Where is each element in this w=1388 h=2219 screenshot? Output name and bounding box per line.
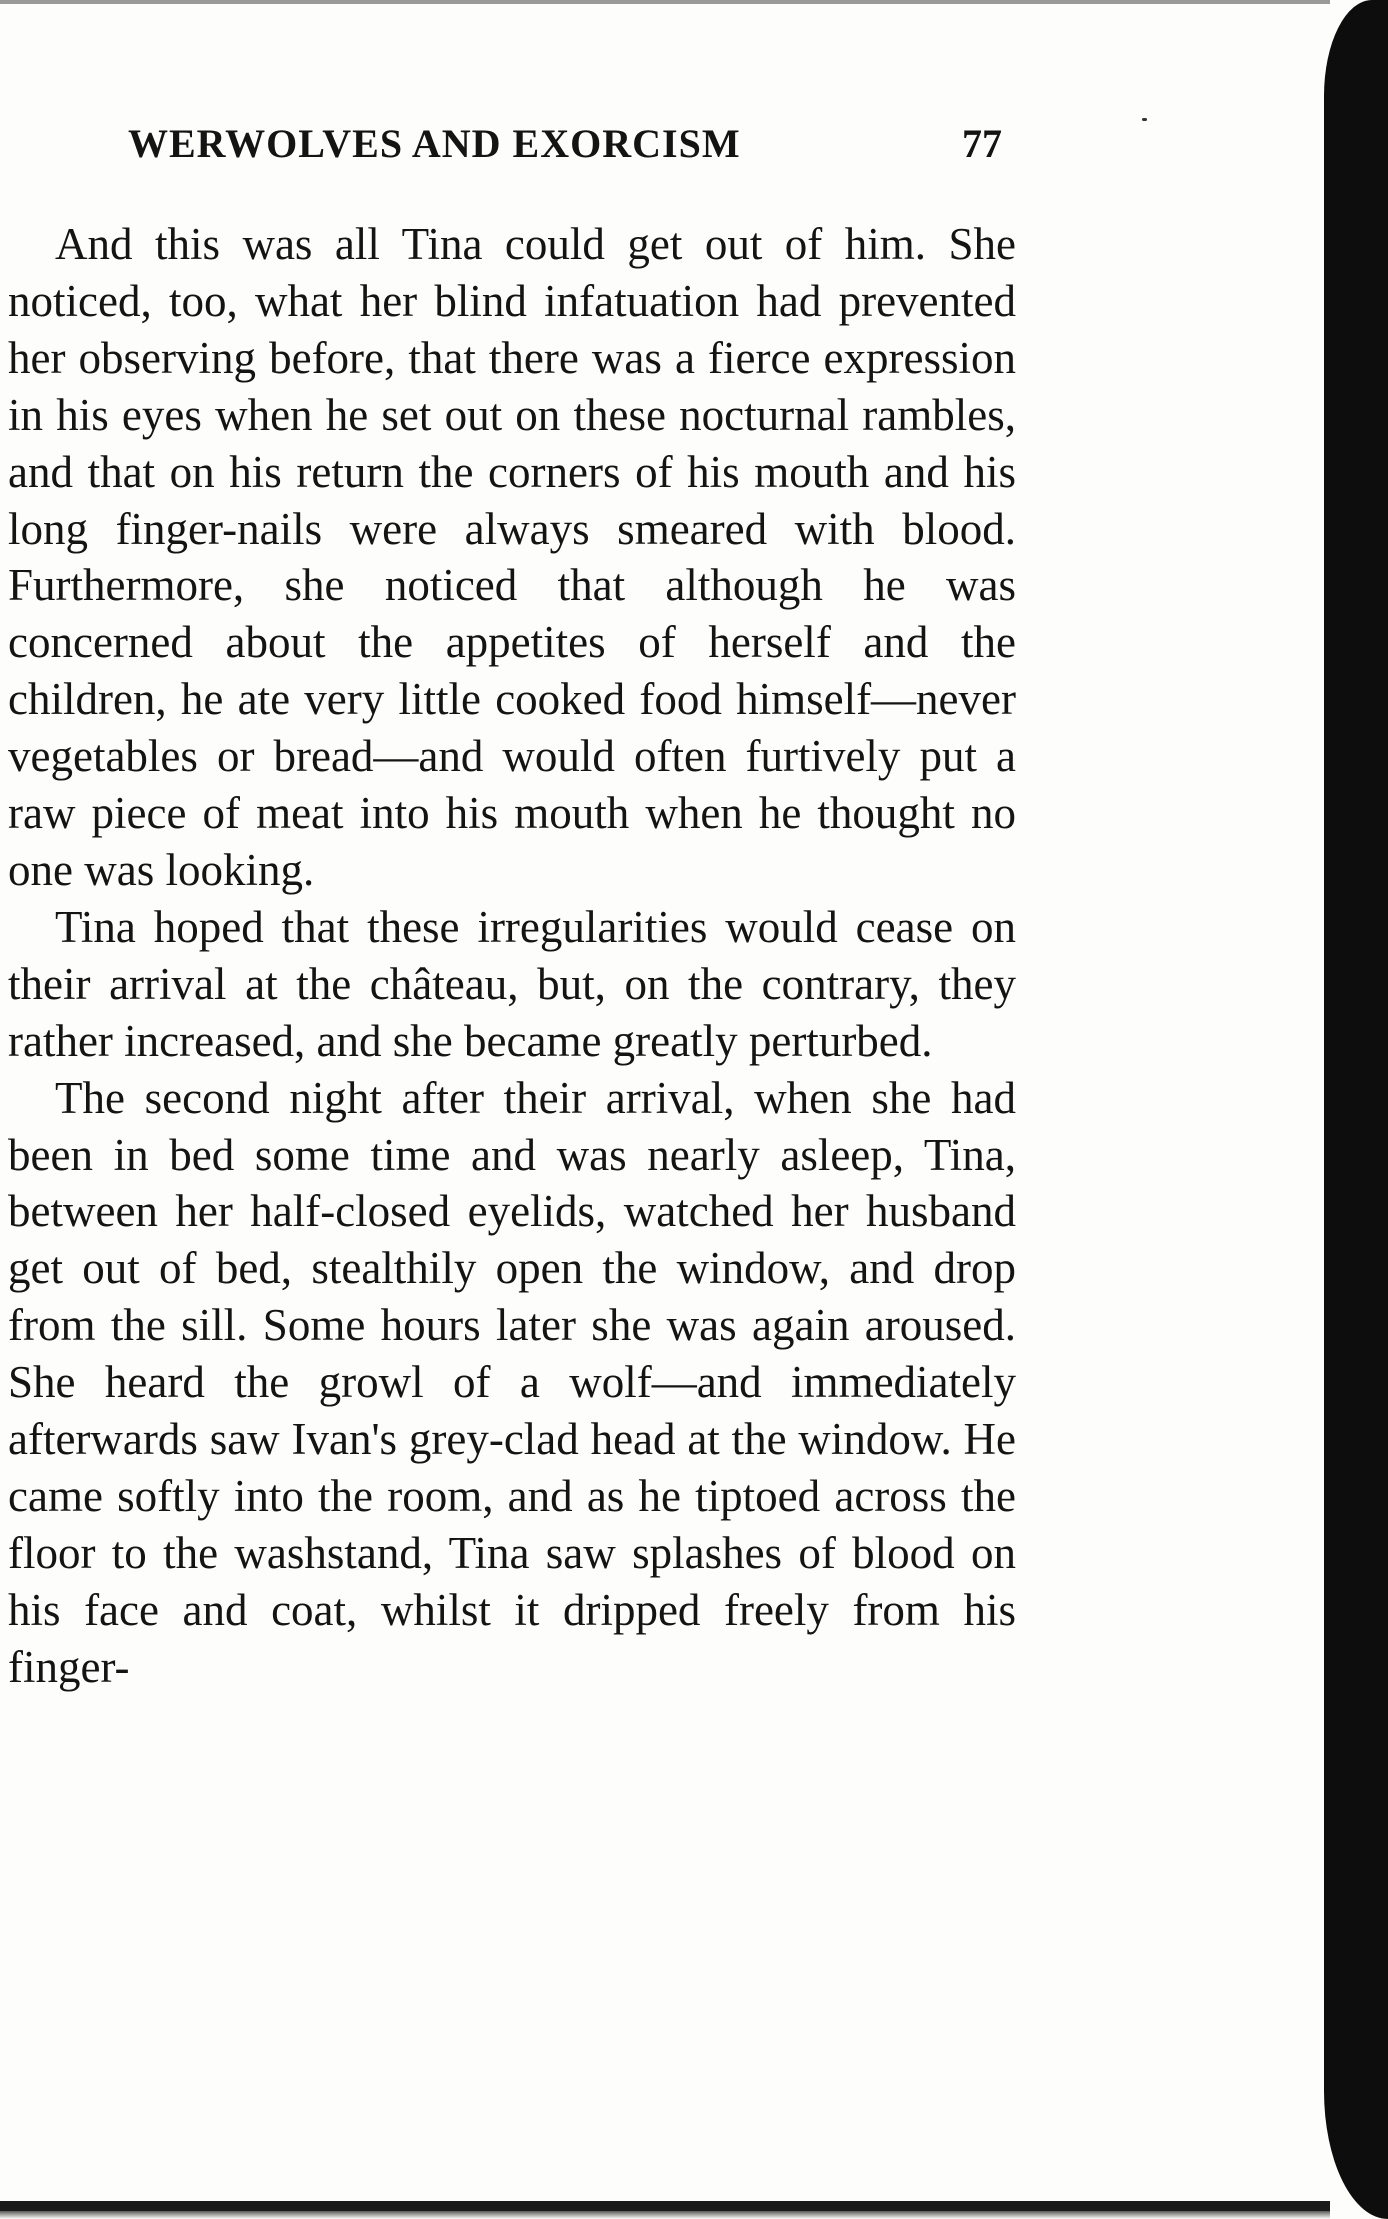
paragraph-2: Tina hoped that these irregularities would cease on their arrival at the château, but, on the contrary, they rather increased, and she became greatly perturbed. (8, 901, 1016, 1066)
page-header (0, 114, 1030, 174)
running-title: WERWOLVES AND EXORCISM (128, 121, 741, 166)
page-edge-bottom (0, 2197, 1330, 2219)
page-number: 77 (962, 121, 1002, 166)
paragraph-3: The second night after their arrival, when she had been in bed some time and was nearly asleep, Tina, between her half-closed eyelids, watched her husband get out of bed, stealthily open the window, and drop from the sill. Some hours later she was again aroused. She heard the growl of a wolf—and immediately afterwards saw Ivan's grey-clad head at the window. He came softly into the room, and as he tiptoed across the floor to the washstand, Tina saw splashes of blood on his face and coat, whilst it dripped freely from his finger- (8, 1072, 1016, 1692)
scan-top-edge (0, 0, 1330, 4)
paragraph-1: And this was all Tina could get out of him. She noticed, too, what her blind infatuation had prevented her observing before, that there was a fierce expression in his eyes when he set out on these nocturnal rambles, and that on his return the corners of his mouth and his long finger-nails were always smeared with blood. Furthermore, she noticed that although he was concerned about the appetites of herself and the children, he ate very little cooked food himself—never vegetables or bread—and would often furtively put a raw piece of meat into his mouth when he thought no one was looking. (8, 219, 1016, 895)
body-text (8, 216, 1016, 1696)
page-edge-right (1324, 0, 1388, 2219)
ink-speck (1142, 118, 1147, 121)
